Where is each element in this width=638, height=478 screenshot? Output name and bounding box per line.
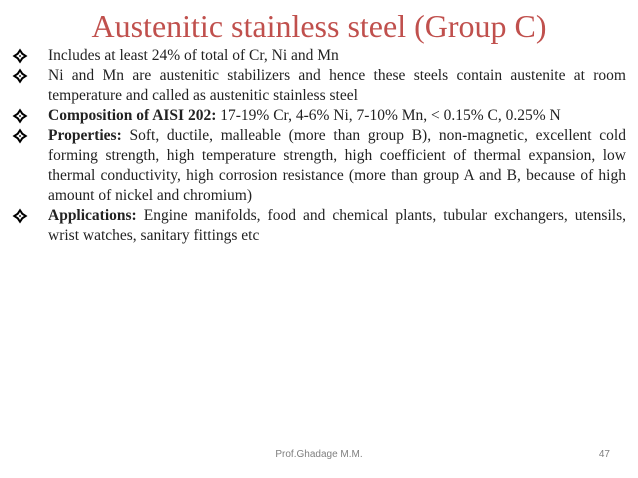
bullet-text: Ni and Mn are austenitic stabilizers and hence these steels contain austenite at room temperature and called as austenitic stainless steel	[48, 67, 626, 104]
bullet-item	[10, 126, 626, 206]
diamond-bullet-icon	[12, 208, 28, 224]
bullet-text: 17-19% Cr, 4-6% Ni, 7-10% Mn, < 0.15% C, 0.25% N	[216, 107, 561, 124]
bullet-item	[10, 46, 626, 66]
bullet-item	[10, 106, 626, 126]
slide-title: Austenitic stainless steel (Group C)	[91, 8, 547, 44]
bullet-list	[10, 46, 626, 246]
diamond-bullet-icon	[12, 68, 28, 84]
bullet-item	[10, 206, 626, 246]
bullet-text: Engine manifolds, food and chemical plants, tubular exchangers, utensils, wrist watches, sanitary fittings etc	[48, 207, 626, 244]
diamond-bullet-icon	[12, 48, 28, 64]
bullet-text: Includes at least 24% of total of Cr, Ni and Mn	[48, 47, 339, 64]
diamond-bullet-icon	[12, 108, 28, 124]
bullet-label: Applications:	[48, 207, 137, 224]
diamond-bullet-icon	[12, 128, 28, 144]
bullet-label: Composition of AISI 202:	[48, 107, 217, 124]
bullet-item	[10, 66, 626, 106]
bullet-label: Properties:	[48, 127, 122, 144]
page-number: 47	[598, 449, 610, 460]
bullet-text: Soft, ductile, malleable (more than group B), non-magnetic, excellent cold forming strength, high temperature strength, high coefficient of thermal expansion, low thermal conductivity, high corrosion resistance (more than group A and B, because of high amount of nickel and chromium)	[48, 127, 626, 204]
footer-author: Prof.Ghadage M.M.	[275, 449, 363, 460]
